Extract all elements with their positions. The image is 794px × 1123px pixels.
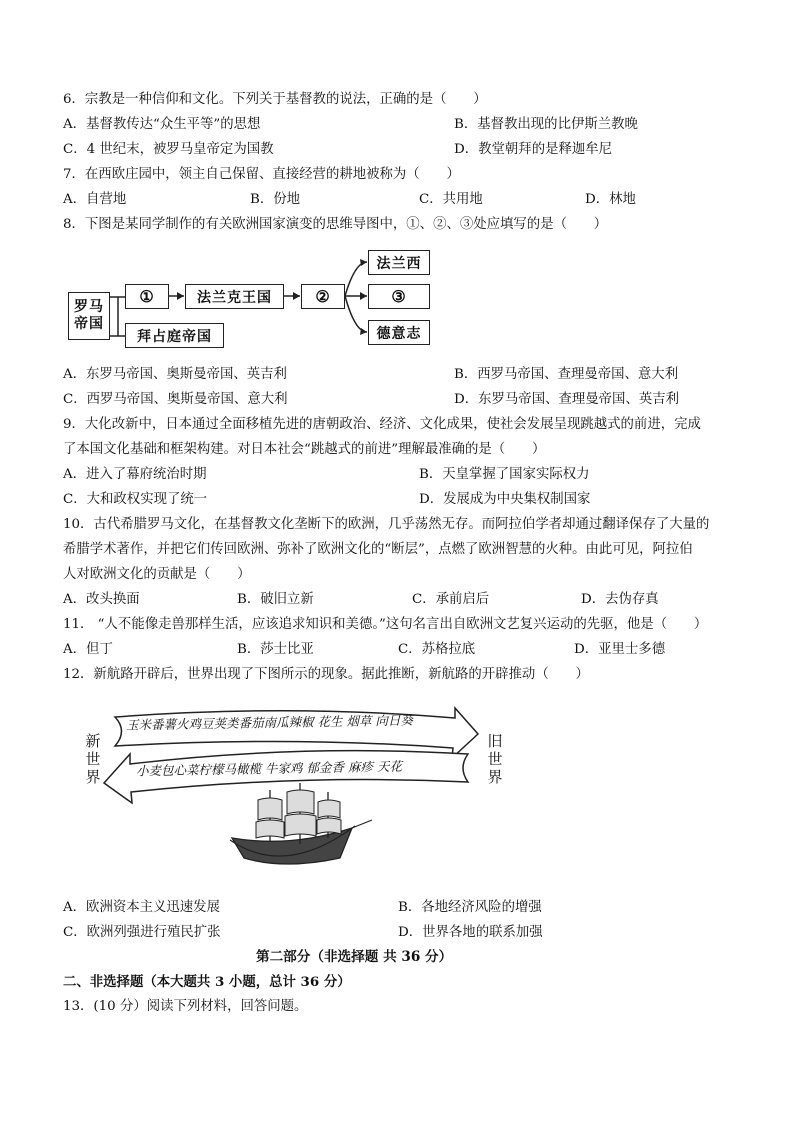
q11-option-d: D．亚里士多德	[574, 642, 666, 657]
q10-option-b: B．破旧立新	[237, 592, 314, 607]
blank-2-box: ②	[301, 284, 345, 309]
q11-option-c: C．苏格拉底	[398, 642, 476, 657]
q10-stem-line1: 10．古代希腊罗马文化，在基督教文化垄断下的欧洲，几乎荡然无存。而阿拉伯学者却通过翻译保存了大量的	[63, 517, 710, 532]
q12-stem: 12．新航路开辟后，世界出现了下图所示的现象。据此推断，新航路的开辟推动（ ）	[63, 667, 589, 682]
q6-option-b: B．基督教出现的比伊斯兰教晚	[454, 117, 638, 132]
q9-option-d: D．发展成为中央集权制国家	[419, 492, 591, 507]
q6-stem: 6．宗教是一种信仰和文化。下列关于基督教的说法，正确的是（ ）	[63, 92, 487, 107]
blank-1-box: ①	[125, 284, 169, 309]
q12-option-d: D．世界各地的联系加强	[398, 925, 543, 940]
q9-option-a: A．进入了幕府统治时期	[63, 467, 207, 482]
new-world-label-2: 世	[85, 750, 101, 768]
q8-stem: 8．下图是某同学制作的有关欧洲国家演变的思维导图中，①、②、③处应填写的是（ ）	[63, 217, 608, 232]
section-heading: 二、非选择题（本大题共 3 小题，总计 36 分）	[63, 974, 351, 990]
q11-option-b: B．莎士比亚	[237, 642, 314, 657]
q12-option-b: B．各地经济风险的增强	[398, 900, 542, 915]
q7-stem: 7．在西欧庄园中，领主自己保留、直接经营的耕地被称为（ ）	[63, 167, 460, 182]
q12-option-c: C．欧洲列强进行殖民扩张	[63, 925, 221, 940]
q10-option-a: A．改头换面	[63, 592, 140, 607]
new-to-old-world-items: 玉米番薯火鸡豆荚类番茄南瓜辣椒 花生 烟草 向日葵	[125, 712, 414, 733]
q11-stem: 11． “人不能像走兽那样生活，应该追求知识和美德。”这句名言出自欧洲文艺复兴运动的先驱，他是（ ）	[63, 617, 708, 632]
q8-option-b: B．西罗马帝国、查理曼帝国、意大利	[454, 367, 679, 382]
q8-option-c: C．西罗马帝国、奥斯曼帝国、意大利	[63, 392, 288, 407]
q7-option-d: D．林地	[585, 192, 636, 207]
q10-stem-line3: 人对欧洲文化的贡献是（ ）	[63, 567, 251, 582]
old-world-label-2: 世	[487, 750, 503, 768]
q12-option-a: A．欧洲资本主义迅速发展	[63, 900, 220, 915]
q7-option-b: B．份地	[250, 192, 301, 207]
q10-option-d: D．去伪存真	[581, 592, 659, 607]
q11-option-a: A．但丁	[63, 642, 113, 657]
new-world-label-3: 界	[85, 768, 101, 786]
part2-title: 第二部分（非选择题 共 36 分）	[256, 949, 453, 965]
q6-option-d: D．教堂朝拜的是释迦牟尼	[454, 142, 613, 157]
roman-empire-label-line2: 帝国	[74, 316, 104, 332]
byzantine-empire-box: 拜占庭帝国	[125, 323, 224, 348]
q9-stem-line2: 了本国文化基础和框架构建。对日本社会“跳越式的前进”理解最准确的是（ ）	[63, 442, 546, 457]
q6-option-a: A．基督教传达“众生平等”的思想	[63, 117, 261, 132]
old-to-new-world-items: 小麦包心菜柠檬马橄榄 牛家鸡 郁金香 麻疹 天花	[135, 758, 403, 779]
q10-option-c: C．承前启后	[412, 592, 490, 607]
blank-3-box: ③	[368, 284, 430, 309]
frankish-kingdom-box: 法兰克王国	[185, 284, 284, 309]
q10-stem-line2: 希腊学术著作，并把它们传回欧洲、弥补了欧洲文化的“断层”，点燃了欧洲智慧的火种。由此可见，阿拉伯	[63, 542, 693, 557]
new-world-label-1: 新	[85, 732, 101, 750]
q8-option-d: D．东罗马帝国、查理曼帝国、英吉利	[454, 392, 679, 407]
q9-option-b: B．天皇掌握了国家实际权力	[419, 467, 590, 482]
old-world-label-1: 旧	[487, 732, 503, 750]
q8-option-a: A．东罗马帝国、奥斯曼帝国、英吉利	[63, 367, 287, 382]
old-world-label-3: 界	[487, 768, 503, 786]
germany-box: 德意志	[368, 320, 430, 345]
q6-option-c: C．4 世纪末，被罗马皇帝定为国教	[63, 142, 274, 157]
roman-empire-label-line1: 罗马	[74, 299, 104, 315]
q9-option-c: C．大和政权实现了统一	[63, 492, 208, 507]
q7-option-c: C．共用地	[419, 192, 483, 207]
q13-stem: 13．(10 分）阅读下列材料，回答问题。	[63, 999, 308, 1014]
q7-option-a: A．自营地	[63, 192, 127, 207]
france-box: 法兰西	[368, 250, 430, 275]
q9-stem-line1: 9．大化改新中，日本通过全面移植先进的唐朝政治、经济、文化成果，使社会发展呈现跳越式的前进，完成	[63, 417, 701, 432]
